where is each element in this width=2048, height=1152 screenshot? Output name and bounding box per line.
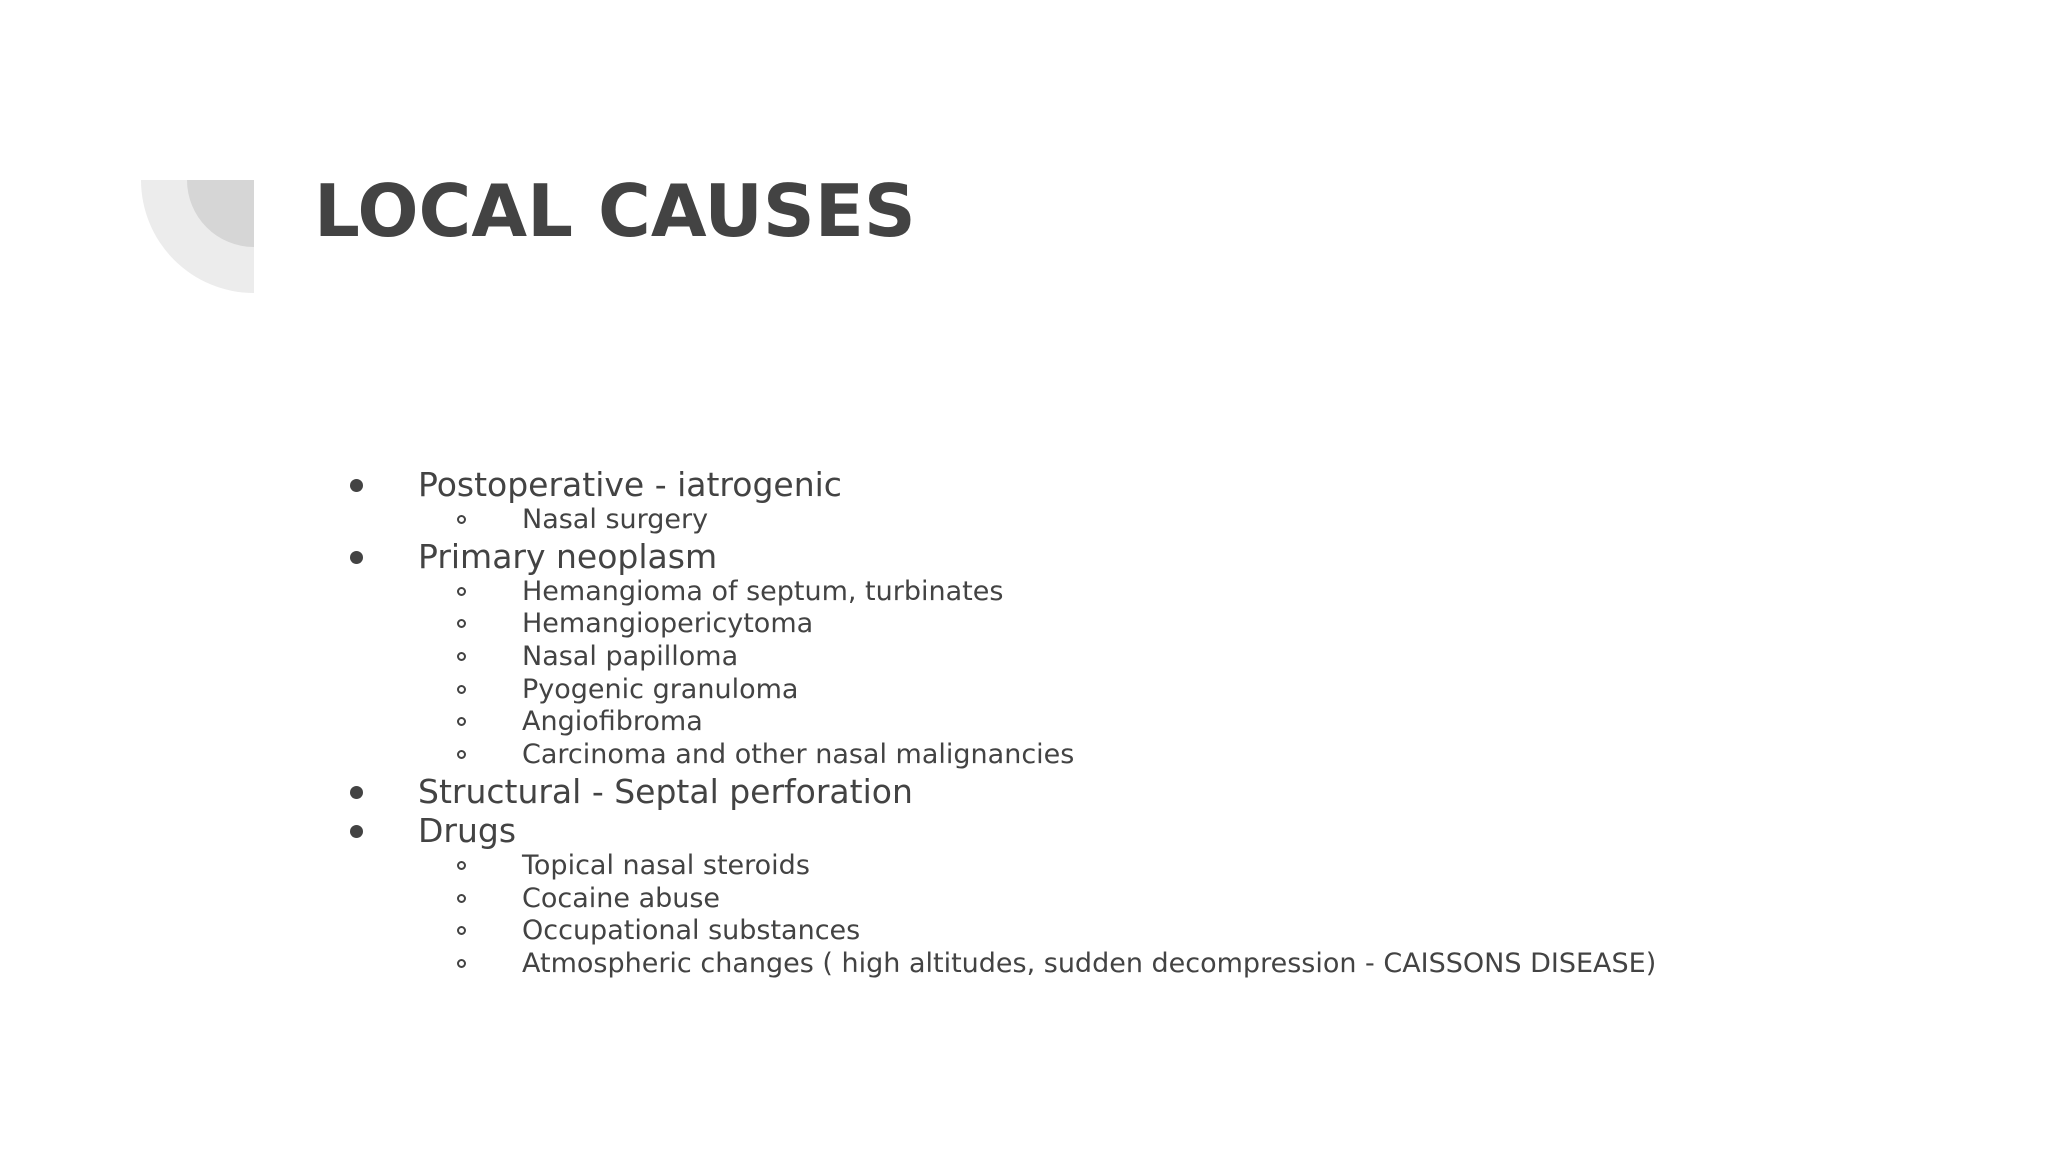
list-item-text: Postoperative - iatrogenic	[418, 465, 842, 504]
filled-bullet-icon	[350, 479, 363, 492]
filled-bullet-icon	[350, 825, 363, 838]
list-subitem-text: Carcinoma and other nasal malignancies	[522, 739, 1075, 771]
list-subitem	[340, 641, 1940, 674]
hollow-bullet-icon	[457, 959, 466, 968]
bullet-list	[340, 465, 1940, 981]
list-subitem	[340, 915, 1940, 948]
list-item	[340, 811, 1940, 850]
list-subitem	[340, 850, 1940, 883]
list-subitem-text: Hemangiopericytoma	[522, 608, 814, 640]
quarter-circle-decoration	[141, 180, 254, 293]
slide-title: LOCAL CAUSES	[314, 169, 916, 253]
corner-decoration	[141, 180, 254, 293]
list-subitem	[340, 948, 1940, 981]
list-subitem	[340, 576, 1940, 609]
hollow-bullet-icon	[457, 652, 466, 661]
list-subitem-text: Angiofibroma	[522, 706, 703, 738]
hollow-bullet-icon	[457, 717, 466, 726]
list-item	[340, 465, 1940, 504]
list-subitem-text: Cocaine abuse	[522, 882, 721, 914]
hollow-bullet-icon	[457, 750, 466, 759]
list-item-text: Primary neoplasm	[418, 536, 718, 576]
hollow-bullet-icon	[457, 515, 466, 524]
hollow-bullet-icon	[457, 894, 466, 903]
list-subitem-text: Occupational substances	[522, 915, 861, 947]
hollow-bullet-icon	[457, 685, 466, 694]
list-item	[340, 537, 1940, 576]
hollow-bullet-icon	[457, 619, 466, 628]
filled-bullet-icon	[350, 551, 363, 564]
list-subitem	[340, 504, 1940, 537]
list-subitem-text: Pyogenic granuloma	[522, 673, 799, 705]
list-item	[340, 772, 1940, 811]
list-subitem-text: Nasal surgery	[522, 504, 709, 535]
list-subitem-text: Nasal papilloma	[522, 641, 739, 673]
list-subitem-text: Hemangioma of septum, turbinates	[522, 575, 1004, 607]
list-subitem	[340, 739, 1940, 772]
hollow-bullet-icon	[457, 926, 466, 935]
list-subitem	[340, 608, 1940, 641]
filled-bullet-icon	[350, 786, 363, 799]
list-subitem-text: Atmospheric changes ( high altitudes, sudden decompression - CAISSONS DISEASE)	[522, 947, 1657, 979]
hollow-bullet-icon	[457, 587, 466, 596]
list-item-text: Structural - Septal perforation	[418, 771, 913, 811]
list-subitem-text: Topical nasal steroids	[522, 849, 810, 881]
hollow-bullet-icon	[457, 861, 466, 870]
list-subitem	[340, 706, 1940, 739]
list-subitem	[340, 674, 1940, 707]
list-subitem	[340, 883, 1940, 916]
list-item-text: Drugs	[418, 810, 517, 850]
